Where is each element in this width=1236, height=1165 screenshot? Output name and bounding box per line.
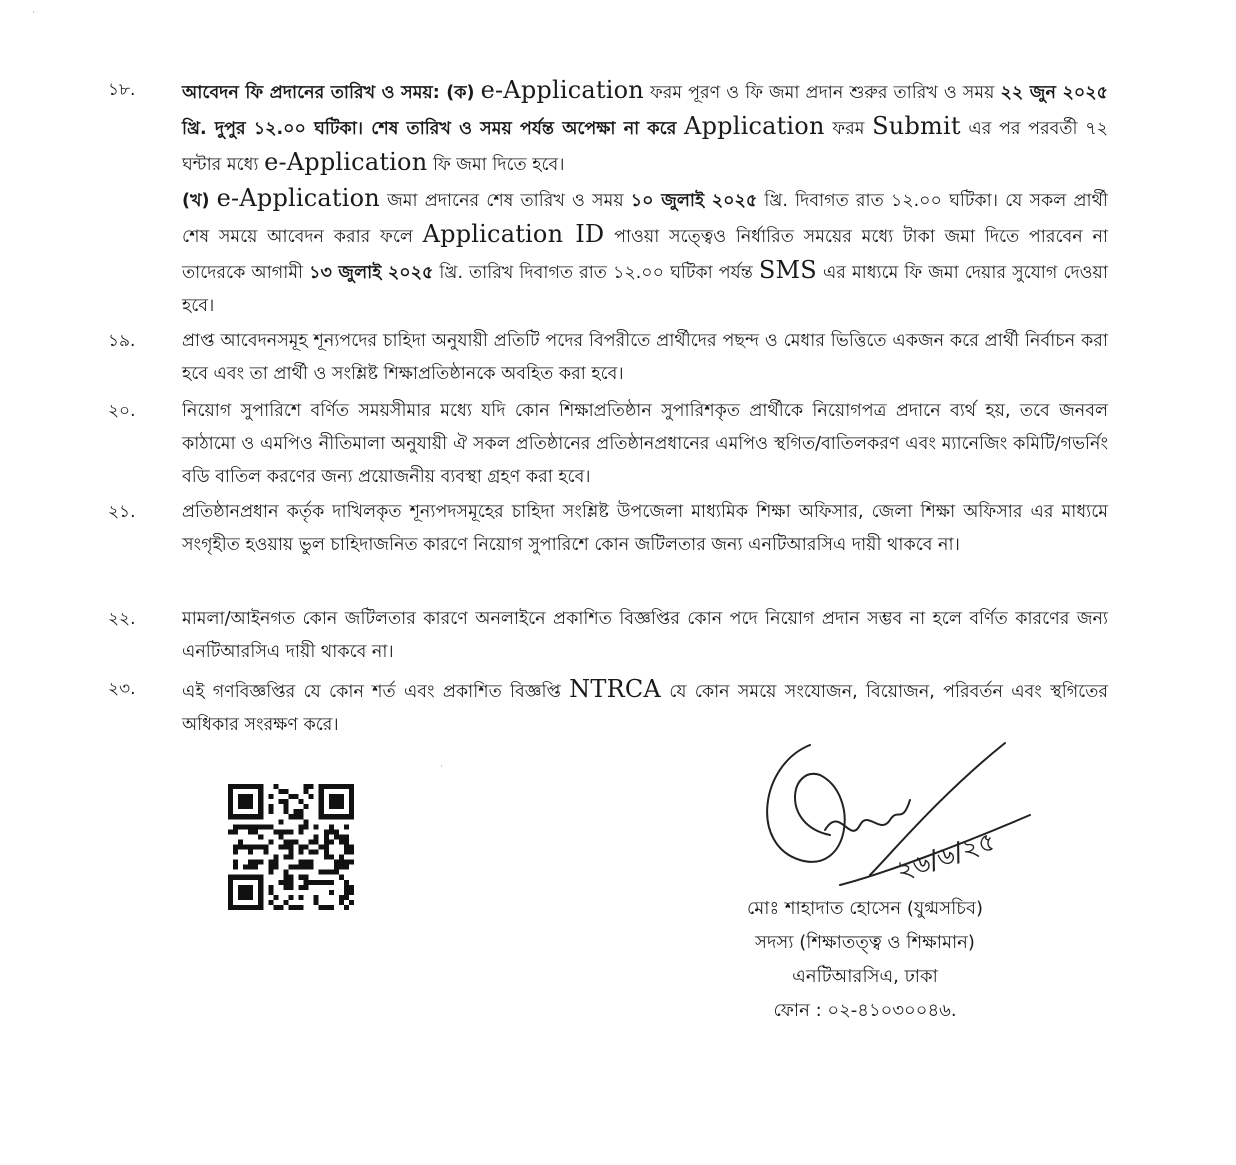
clause-text: প্রতিষ্ঠানপ্রধান কর্তৃক দাখিলকৃত শূন্যপদসমূহের চাহিদা সংশ্লিষ্ট উপজেলা মাধ্যমিক শিক্ষা অফিসার, জেলা শিক্ষা অফিসার এর মাধ্যমে সংগৃহীত হওয়ায় ভুল চাহিদাজনিত কারণে নিয়োগ সুপারিশে কোন জটিলতার জন্য এনটিআরসিএ দায়ী থাকবে না। <box>182 502 1108 555</box>
clause-text: প্রাপ্ত আবেদনসমূহ শূন্যপদের চাহিদা অনুযায়ী প্রতিটি পদের বিপরীতে প্রার্থীদের পছন্দ ও মেধার ভিত্তিতে একজন করে প্রার্থী নির্বাচন করা হবে এবং তা প্রার্থী ও সংশ্লিষ্ট শিক্ষাপ্রতিষ্ঠানকে অবহিত করা হবে। <box>182 331 1108 384</box>
signatory-phone: ফোন : ০২-৪১০৩০০৪৬. <box>773 1000 957 1021</box>
clause-number: ২৩. <box>108 679 136 699</box>
clause-18-part-a: আবেদন ফি প্রদানের তারিখ ও সময়: (ক) e-Application ফরম পূরণ ও ফি জমা প্রদান শুরুর তারিখ ও সময় ২২ জুন ২০২৫ খ্রি. দুপুর ১২.০০ ঘটিকা। শেষ তারিখ ও সময় পর্যন্ত অপেক্ষা না করে Application ফরম Submit এর পর পরবর্তী ৭২ ঘন্টার মধ্যে e-Application ফি জমা দিতে হবে। <box>182 76 1108 176</box>
clause-text <box>182 74 1108 323</box>
scan-speck: · <box>32 8 35 18</box>
clause-number: ১৮. <box>108 80 136 100</box>
clause-22 <box>108 603 1108 669</box>
clause-number: ২০. <box>108 401 136 421</box>
clause-19 <box>108 325 1108 391</box>
scan-speck: · <box>440 762 443 772</box>
clause-number: ২২. <box>108 609 136 629</box>
signature-image <box>740 735 1040 895</box>
clause-21 <box>108 496 1108 562</box>
clause-text: মামলা/আইনগত কোন জটিলতার কারণে অনলাইনে প্রকাশিত বিজ্ঞপ্তির কোন পদে নিয়োগ প্রদান সম্ভব না হলে বর্ণিত কারণের জন্য এনটিআরসিএ দায়ী থাকবে না। <box>182 609 1108 662</box>
signatory-org: এনটিআরসিএ, ঢাকা <box>792 966 938 987</box>
clause-20 <box>108 395 1108 494</box>
signatory-designation: সদস্য (শিক্ষাতত্ত্ব ও শিক্ষামান) <box>755 932 975 953</box>
clause-number: ২১. <box>108 502 136 522</box>
clause-18-part-b: (খ) e-Application জমা প্রদানের শেষ তারিখ ও সময় ১০ জুলাই ২০২৫ খ্রি. দিবাগত রাত ১২.০০ ঘটিকা। যে সকল প্রার্থী শেষ সময়ে আবেদন করার ফলে Application ID পাওয়া সত্ত্বেও নির্ধারিত সময়ের মধ্যে টাকা জমা দিতে পারবেন না তাদেরকে আগামী ১৩ জুলাই ২০২৫ খ্রি. তারিখ দিবাগত রাত ১২.০০ ঘটিকা পর্যন্ত SMS এর মাধ্যমে ফি জমা দেয়ার সুযোগ দেওয়া হবে। <box>182 184 1108 316</box>
signatory-block <box>700 892 1030 1028</box>
clause-23 <box>108 673 1108 742</box>
clause-text: নিয়োগ সুপারিশে বর্ণিত সময়সীমার মধ্যে যদি কোন শিক্ষাপ্রতিষ্ঠান সুপারিশকৃত প্রার্থীকে নিয়োগপত্র প্রদানে ব্যর্থ হয়, তবে জনবল কাঠামো ও এমপিও নীতিমালা অনুযায়ী ঐ সকল প্রতিষ্ঠানের প্রতিষ্ঠানপ্রধানের এমপিও স্থগিত/বাতিলকরণ এবং ম্যানেজিং কমিটি/গভর্নিং বডি বাতিল করণের জন্য প্রয়োজনীয় ব্যবস্থা গ্রহণ করা হবে। <box>182 401 1108 487</box>
signature-date: ২৬/৬/২৫ <box>892 826 1000 887</box>
clause-text: এই গণবিজ্ঞপ্তির যে কোন শর্ত এবং প্রকাশিত বিজ্ঞপ্তি NTRCA যে কোন সময়ে সংযোজন, বিয়োজন, পরিবর্তন এবং স্থগিতের অধিকার সংরক্ষণ করে। <box>182 675 1108 735</box>
signatory-name: মোঃ শাহাদাত হোসেন (যুগ্মসচিব) <box>747 898 983 919</box>
clause-number: ১৯. <box>108 331 136 351</box>
clause-18 <box>108 74 1108 323</box>
qr-code[interactable] <box>228 784 354 910</box>
